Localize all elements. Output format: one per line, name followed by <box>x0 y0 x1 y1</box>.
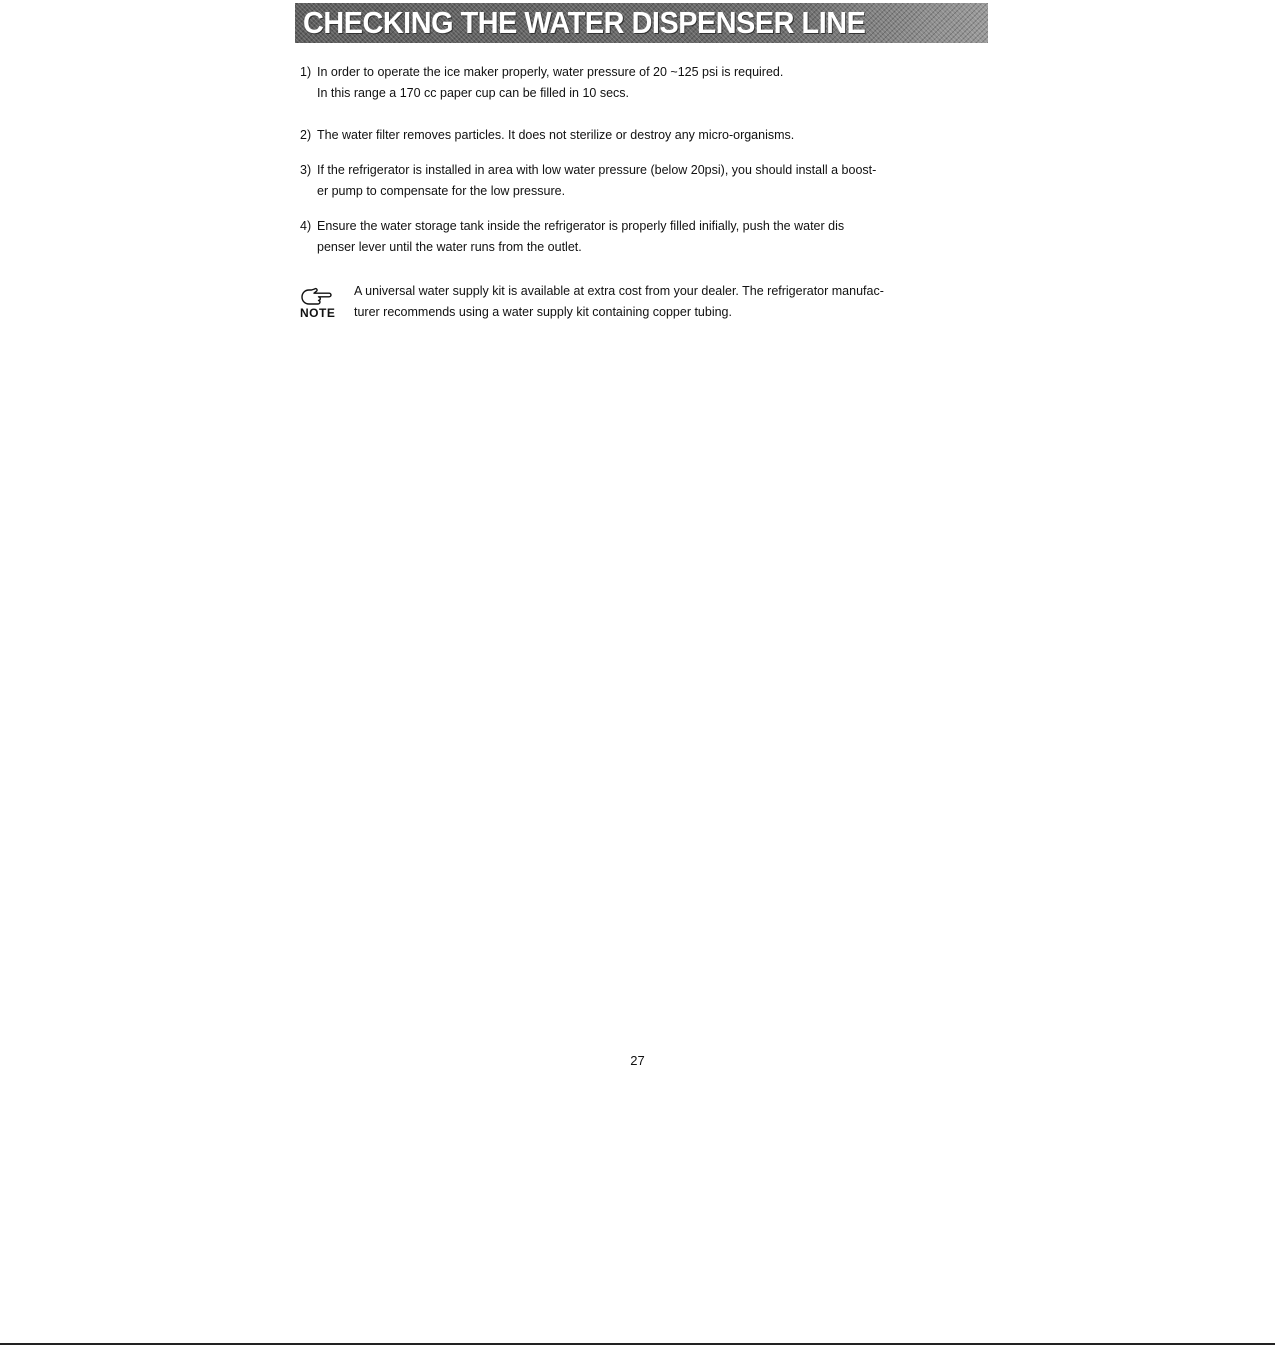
page-number: 27 <box>630 1053 645 1068</box>
item-text <box>317 216 990 258</box>
item-line: If the refrigerator is installed in area with low water pressure (below 20psi), you should install a boost- <box>317 163 877 177</box>
item-line: penser lever until the water runs from the outlet. <box>317 240 582 254</box>
item-text <box>317 125 990 146</box>
item-number: 2) <box>300 128 312 142</box>
note-marker <box>300 281 354 325</box>
item-line: In this range a 170 cc paper cup can be filled in 10 secs. <box>317 86 629 100</box>
item-line: Ensure the water storage tank inside the refrigerator is properly filled inifially, push the water dis <box>317 219 845 233</box>
item-text <box>317 160 990 202</box>
bottom-rule <box>0 1343 1275 1345</box>
item-text <box>317 62 990 104</box>
note-label: NOTE <box>300 306 336 320</box>
note-text <box>354 281 884 323</box>
item-number: 3) <box>300 163 312 177</box>
item-number: 1) <box>300 65 312 79</box>
item-line: In order to operate the ice maker properly, water pressure of 20 ~125 psi is required. <box>317 65 784 79</box>
section-banner <box>295 3 988 43</box>
note-line: A universal water supply kit is available at extra cost from your dealer. The refrigerator manufac- <box>354 284 884 298</box>
item-number: 4) <box>300 219 312 233</box>
note-block <box>300 281 990 325</box>
list-item <box>300 62 990 104</box>
item-line: The water filter removes particles. It does not sterilize or destroy any micro-organisms. <box>317 128 795 142</box>
item-line: er pump to compensate for the low pressure. <box>317 184 566 198</box>
section-title: CHECKING THE WATER DISPENSER LINE <box>303 5 866 40</box>
list-item <box>300 216 990 258</box>
list-item <box>300 160 990 202</box>
list-item <box>300 125 990 146</box>
note-line: turer recommends using a water supply kit containing copper tubing. <box>354 305 732 319</box>
instructions <box>300 62 990 325</box>
